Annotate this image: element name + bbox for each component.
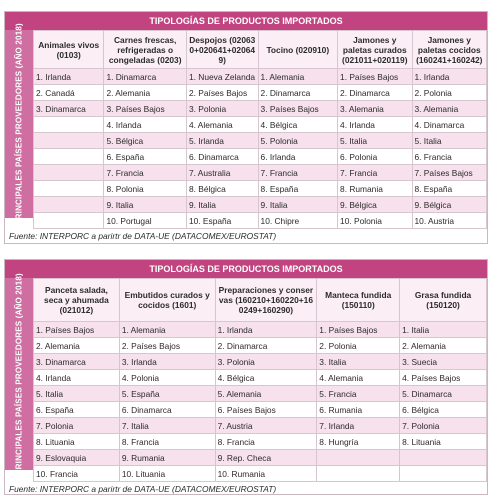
table-cell: 1. Países Bajos xyxy=(317,322,400,338)
table-cell: 4. Bélgica xyxy=(215,370,317,386)
table-cell: 6. Dinamarca xyxy=(186,149,258,165)
side-label-band xyxy=(5,273,33,475)
table-cell: 3. Polonia xyxy=(186,101,258,117)
table-cell: 10. Lituania xyxy=(119,466,215,482)
table-row xyxy=(34,354,487,370)
table-row xyxy=(34,466,487,482)
column-header: Jamones y paletas curados (021011+020119) xyxy=(338,31,412,69)
side-label: PRINCIPALES PAÍSES PROVEEDORES (AÑO 2018) xyxy=(14,23,24,225)
table-cell: 5. Italia xyxy=(412,133,487,149)
table-cell: 9. Eslovaquia xyxy=(34,450,120,466)
table-cell: 2. Alemania xyxy=(400,338,487,354)
table-cell: 7. Países Bajos xyxy=(412,165,487,181)
import-table-1 xyxy=(4,11,488,244)
table-row xyxy=(34,197,487,213)
table-cell: 8. Lituania xyxy=(400,434,487,450)
table-cell: 5. Bélgica xyxy=(104,133,187,149)
table-cell: 9. Italia xyxy=(258,197,338,213)
table-cell: 7. Irlanda xyxy=(317,418,400,434)
column-header: Tocino (020910) xyxy=(258,31,338,69)
table-row xyxy=(34,418,487,434)
table-cell: 5. Dinamarca xyxy=(400,386,487,402)
table-cell: 7. Francia xyxy=(258,165,338,181)
table-cell xyxy=(34,197,104,213)
table-cell: 9. Italia xyxy=(104,197,187,213)
table-cell: 2. Países Bajos xyxy=(186,85,258,101)
table-cell: 2. Alemania xyxy=(34,338,120,354)
column-header: Embutidos curados y cocidos (1601) xyxy=(119,279,215,322)
table-cell: 3. Polonia xyxy=(215,354,317,370)
table-cell: 4. Polonia xyxy=(119,370,215,386)
table-cell: 6. Bélgica xyxy=(400,402,487,418)
table-cell xyxy=(34,117,104,133)
table-cell xyxy=(34,181,104,197)
table-cell: 1. Irlanda xyxy=(34,69,104,85)
table-cell: 2. Dinamarca xyxy=(258,85,338,101)
table-row xyxy=(34,338,487,354)
table-cell: 8. Francia xyxy=(215,434,317,450)
table-cell xyxy=(34,213,104,229)
table-cell: 10. España xyxy=(186,213,258,229)
table-cell: 8. España xyxy=(412,181,487,197)
column-header: Animales vivos (0103) xyxy=(34,31,104,69)
table-cell: 7. Polonia xyxy=(400,418,487,434)
table-row xyxy=(34,450,487,466)
header-row xyxy=(34,279,487,322)
table-cell: 4. Dinamarca xyxy=(412,117,487,133)
table-cell: 9. Rep. Checa xyxy=(215,450,317,466)
table-cell: 6. Francia xyxy=(412,149,487,165)
table-body-wrap xyxy=(5,273,487,482)
column-header: Grasa fundida (150120) xyxy=(400,279,487,322)
table-cell: 7. Italia xyxy=(119,418,215,434)
table-cell: 6. Polonia xyxy=(338,149,412,165)
table-cell: 4. Bélgica xyxy=(258,117,338,133)
table-cell: 3. Suecia xyxy=(400,354,487,370)
source-note: Fuente: INTERPORC a parirtr de DATA-UE (DATACOMEX/EUROSTAT) xyxy=(9,484,277,494)
table-cell: 6. Dinamarca xyxy=(119,402,215,418)
table-cell: 2. Dinamarca xyxy=(338,85,412,101)
table-cell: 3. Dinamarca xyxy=(34,354,120,370)
table-cell: 8. Francia xyxy=(119,434,215,450)
table-row xyxy=(34,386,487,402)
table-cell: 2. Alemania xyxy=(104,85,187,101)
table-cell: 3. Irlanda xyxy=(119,354,215,370)
table-cell: 8. Lituania xyxy=(34,434,120,450)
table-row xyxy=(34,101,487,117)
table-row xyxy=(34,181,487,197)
table-cell: 5. Francia xyxy=(317,386,400,402)
table-cell: 3. Alemania xyxy=(412,101,487,117)
table-cell: 10. Austria xyxy=(412,213,487,229)
table-title: TIPOLOGÍAS DE PRODUCTOS IMPORTADOS xyxy=(5,12,487,30)
table-cell: 4. Irlanda xyxy=(34,370,120,386)
table-cell: 3. Italia xyxy=(317,354,400,370)
table-row xyxy=(34,85,487,101)
table-cell: 8. Rumania xyxy=(338,181,412,197)
table-cell: 7. Francia xyxy=(104,165,187,181)
table-cell: 9. Bélgica xyxy=(338,197,412,213)
table-cell: 5. Alemania xyxy=(215,386,317,402)
table-cell xyxy=(400,466,487,482)
table-cell: 1. Alemania xyxy=(258,69,338,85)
table-cell: 1. Italia xyxy=(400,322,487,338)
table-cell: 1. Dinamarca xyxy=(104,69,187,85)
table-cell: 6. España xyxy=(104,149,187,165)
table-cell: 2. Polonia xyxy=(317,338,400,354)
data-table xyxy=(33,30,487,229)
table-cell: 1. Irlanda xyxy=(215,322,317,338)
table-cell: 10. Rumania xyxy=(215,466,317,482)
table-cell: 9. Italia xyxy=(186,197,258,213)
table-cell: 6. España xyxy=(34,402,120,418)
header-row xyxy=(34,31,487,69)
table-cell: 7. Austria xyxy=(215,418,317,434)
import-table-2 xyxy=(4,259,488,495)
column-header: Despojos (020630+020641+020649) xyxy=(186,31,258,69)
table-title: TIPOLOGÍAS DE PRODUCTOS IMPORTADOS xyxy=(5,260,487,278)
table-row xyxy=(34,434,487,450)
table-row xyxy=(34,402,487,418)
source-note: Fuente: INTERPORC a parirtr de DATA-UE (DATACOMEX/EUROSTAT) xyxy=(9,231,277,241)
table-cell: 5. Irlanda xyxy=(186,133,258,149)
table-cell: 8. Hungría xyxy=(317,434,400,450)
table-row xyxy=(34,69,487,85)
side-label-band xyxy=(5,23,33,225)
table-cell: 5. Polonia xyxy=(258,133,338,149)
table-row xyxy=(34,149,487,165)
column-header: Carnes frescas, refrigeradas o congeladas (0203) xyxy=(104,31,187,69)
table-cell: 1. Países Bajos xyxy=(338,69,412,85)
table-cell: 2. Dinamarca xyxy=(215,338,317,354)
column-header: Panceta salada, seca y ahumada (021012) xyxy=(34,279,120,322)
table-body-wrap xyxy=(5,23,487,229)
table-cell: 6. Irlanda xyxy=(258,149,338,165)
table-cell xyxy=(34,165,104,181)
column-header: Manteca fundida (150110) xyxy=(317,279,400,322)
column-header: Preparaciones y conservas (160210+160220+160249+160290) xyxy=(215,279,317,322)
table-cell: 3. Dinamarca xyxy=(34,101,104,117)
table-cell xyxy=(34,133,104,149)
table-cell: 6. Rumania xyxy=(317,402,400,418)
table-row xyxy=(34,133,487,149)
table-cell: 1. Alemania xyxy=(119,322,215,338)
table-cell: 4. Alemania xyxy=(186,117,258,133)
table-cell: 3. Países Bajos xyxy=(104,101,187,117)
table-cell: 2. Polonia xyxy=(412,85,487,101)
table-cell: 7. Polonia xyxy=(34,418,120,434)
column-header: Jamones y paletas cocidos (160241+160242) xyxy=(412,31,487,69)
table-cell: 7. Francia xyxy=(338,165,412,181)
table-cell: 1. Nueva Zelanda xyxy=(186,69,258,85)
table-cell: 5. España xyxy=(119,386,215,402)
table-cell: 10. Polonia xyxy=(338,213,412,229)
table-cell: 8. Polonia xyxy=(104,181,187,197)
table-cell: 3. Países Bajos xyxy=(258,101,338,117)
table-cell: 2. Países Bajos xyxy=(119,338,215,354)
table-cell: 5. Italia xyxy=(34,386,120,402)
table-cell: 9. Bélgica xyxy=(412,197,487,213)
table-cell xyxy=(34,149,104,165)
data-table xyxy=(33,278,487,482)
table-cell: 1. Países Bajos xyxy=(34,322,120,338)
table-cell: 10. Portugal xyxy=(104,213,187,229)
table-cell: 5. Italia xyxy=(338,133,412,149)
table-cell: 3. Alemania xyxy=(338,101,412,117)
table-cell: 6. Países Bajos xyxy=(215,402,317,418)
table-row xyxy=(34,213,487,229)
table-row xyxy=(34,165,487,181)
side-label: PRINCIPALES PAÍSES PROVEEDORES (AÑO 2018) xyxy=(14,273,24,475)
table-cell xyxy=(317,466,400,482)
table-cell: 4. Países Bajos xyxy=(400,370,487,386)
table-cell xyxy=(400,450,487,466)
table-row xyxy=(34,370,487,386)
table-cell xyxy=(317,450,400,466)
table-cell: 4. Irlanda xyxy=(104,117,187,133)
table-cell: 10. Chipre xyxy=(258,213,338,229)
table-row xyxy=(34,117,487,133)
table-cell: 2. Canadá xyxy=(34,85,104,101)
table-cell: 1. Irlanda xyxy=(412,69,487,85)
table-row xyxy=(34,322,487,338)
table-cell: 9. Rumania xyxy=(119,450,215,466)
table-cell: 8. España xyxy=(258,181,338,197)
table-cell: 4. Irlanda xyxy=(338,117,412,133)
table-cell: 8. Bélgica xyxy=(186,181,258,197)
table-cell: 4. Alemania xyxy=(317,370,400,386)
table-cell: 10. Francia xyxy=(34,466,120,482)
table-cell: 7. Australia xyxy=(186,165,258,181)
